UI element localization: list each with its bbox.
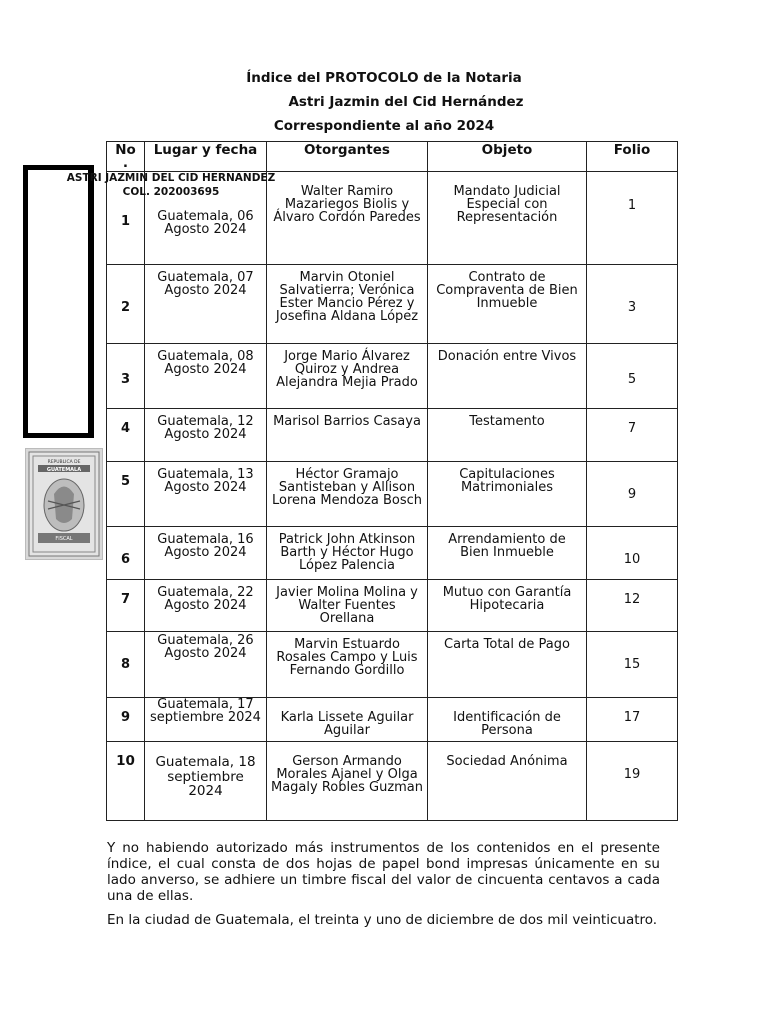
cell-lugar: Guatemala, 26 Agosto 2024 <box>145 632 267 698</box>
cell-lugar-text: Guatemala, 06 Agosto 2024 <box>157 209 254 237</box>
cell-no: 10 <box>107 742 145 821</box>
cell-folio: 15 <box>587 632 678 698</box>
cell-no: 2 <box>107 265 145 344</box>
cell-otorgantes: Gerson Armando Morales Ajanel y Olga Magaly Robles Guzman <box>267 742 428 821</box>
cell-objeto: Identificación de Persona <box>428 698 587 742</box>
cell-objeto: Carta Total de Pago <box>428 632 587 698</box>
cell-folio: 10 <box>587 527 678 580</box>
table-row <box>107 265 678 344</box>
table-row <box>107 527 678 580</box>
cell-lugar: Guatemala, 22 Agosto 2024 <box>145 580 267 632</box>
timbre-line-1: REPUBLICA DE <box>47 460 81 465</box>
cell-lugar: Guatemala, 18 septiembre 2024 <box>145 742 267 821</box>
cell-folio: 19 <box>587 742 678 821</box>
cell-no: 5 <box>107 462 145 527</box>
table-row <box>107 632 678 698</box>
cell-lugar: Guatemala, 08 Agosto 2024 <box>145 344 267 409</box>
cell-otorgantes: Walter Ramiro Mazariegos Biolis y Álvaro Cordón Paredes <box>267 172 428 265</box>
cell-otorgantes: Marisol Barrios Casaya <box>267 409 428 462</box>
document-year: Correspondiente al año 2024 <box>273 118 495 134</box>
cell-otorgantes: Javier Molina Molina y Walter Fuentes Orellana <box>267 580 428 632</box>
cell-otorgantes: Jorge Mario Álvarez Quiroz y Andrea Alejandra Mejia Prado <box>267 344 428 409</box>
stamp-bracket <box>23 165 94 438</box>
cell-folio: 9 <box>587 462 678 527</box>
timbre-line-2: GUATEMALA <box>46 467 82 473</box>
fiscal-stamp-icon <box>25 448 103 560</box>
cell-lugar: Guatemala, 13 Agosto 2024 <box>145 462 267 527</box>
cell-objeto: Contrato de Compraventa de Bien Inmueble <box>428 265 587 344</box>
cell-otorgantes: Marvin Estuardo Rosales Campo y Luis Fernando Gordillo <box>267 632 428 698</box>
header-folio: Folio <box>587 142 678 172</box>
seal-col: COL. 202003695 <box>122 186 220 198</box>
cell-no: 8 <box>107 632 145 698</box>
cell-folio: 5 <box>587 344 678 409</box>
protocol-index-table <box>106 141 678 821</box>
closing-paragraph-1: Y no habiendo autorizado más instrumentos de los contenidos en el presente índice, el cual consta de dos hojas de papel bond impresas únicamente en su lado anverso, se adhiere un timbre fiscal del valor de cincuenta centavos a cada una de ellas. <box>107 840 660 904</box>
cell-otorgantes: Karla Lissete Aguilar Aguilar <box>267 698 428 742</box>
cell-no: 1 <box>107 172 145 265</box>
cell-folio: 3 <box>587 265 678 344</box>
cell-no: 7 <box>107 580 145 632</box>
cell-folio: 17 <box>587 698 678 742</box>
table-row <box>107 344 678 409</box>
cell-no: 3 <box>107 344 145 409</box>
cell-objeto: Donación entre Vivos <box>428 344 587 409</box>
notary-seal-text <box>66 171 296 199</box>
seal-name: ASTRI JAZMIN DEL CID HERNANDEZ <box>66 172 276 184</box>
notary-name: Astri Jazmin del Cid Hernández <box>288 94 524 110</box>
table-row <box>107 409 678 462</box>
cell-folio: 1 <box>587 172 678 265</box>
document-title: Índice del PROTOCOLO de la Notaria <box>246 70 522 86</box>
cell-lugar: Guatemala, 07 Agosto 2024 <box>145 265 267 344</box>
closing-paragraph-2: En la ciudad de Guatemala, el treinta y uno de diciembre de dos mil veinticuatro. <box>107 912 658 928</box>
cell-objeto: Sociedad Anónima <box>428 742 587 821</box>
cell-folio: 12 <box>587 580 678 632</box>
closing-text <box>107 840 660 936</box>
timbre-line-3: FISCAL <box>55 536 73 542</box>
table-row <box>107 698 678 742</box>
cell-objeto: Testamento <box>428 409 587 462</box>
header-lugar-fecha: Lugar y fecha <box>145 142 267 172</box>
cell-objeto: Arrendamiento de Bien Inmueble <box>428 527 587 580</box>
table-row <box>107 742 678 821</box>
cell-no: 9 <box>107 698 145 742</box>
header-objeto: Objeto <box>428 142 587 172</box>
cell-objeto: Mutuo con Garantía Hipotecaria <box>428 580 587 632</box>
cell-otorgantes: Patrick John Atkinson Barth y Héctor Hugo López Palencia <box>267 527 428 580</box>
cell-lugar: Guatemala, 16 Agosto 2024 <box>145 527 267 580</box>
header-otorgantes: Otorgantes <box>267 142 428 172</box>
table-row <box>107 462 678 527</box>
cell-lugar: Guatemala, 17 septiembre 2024 <box>145 698 267 742</box>
cell-otorgantes: Héctor Gramajo Santisteban y Allison Lorena Mendoza Bosch <box>267 462 428 527</box>
cell-no: 4 <box>107 409 145 462</box>
cell-objeto: Mandato Judicial Especial con Representación <box>428 172 587 265</box>
header-no: No . <box>107 142 145 172</box>
table-row <box>107 580 678 632</box>
cell-no: 6 <box>107 527 145 580</box>
cell-folio: 7 <box>587 409 678 462</box>
cell-otorgantes: Marvin Otoniel Salvatierra; Verónica Ester Mancio Pérez y Josefina Aldana López <box>267 265 428 344</box>
cell-lugar: Guatemala, 12 Agosto 2024 <box>145 409 267 462</box>
cell-objeto: Capitulaciones Matrimoniales <box>428 462 587 527</box>
table-header-row <box>107 142 678 172</box>
